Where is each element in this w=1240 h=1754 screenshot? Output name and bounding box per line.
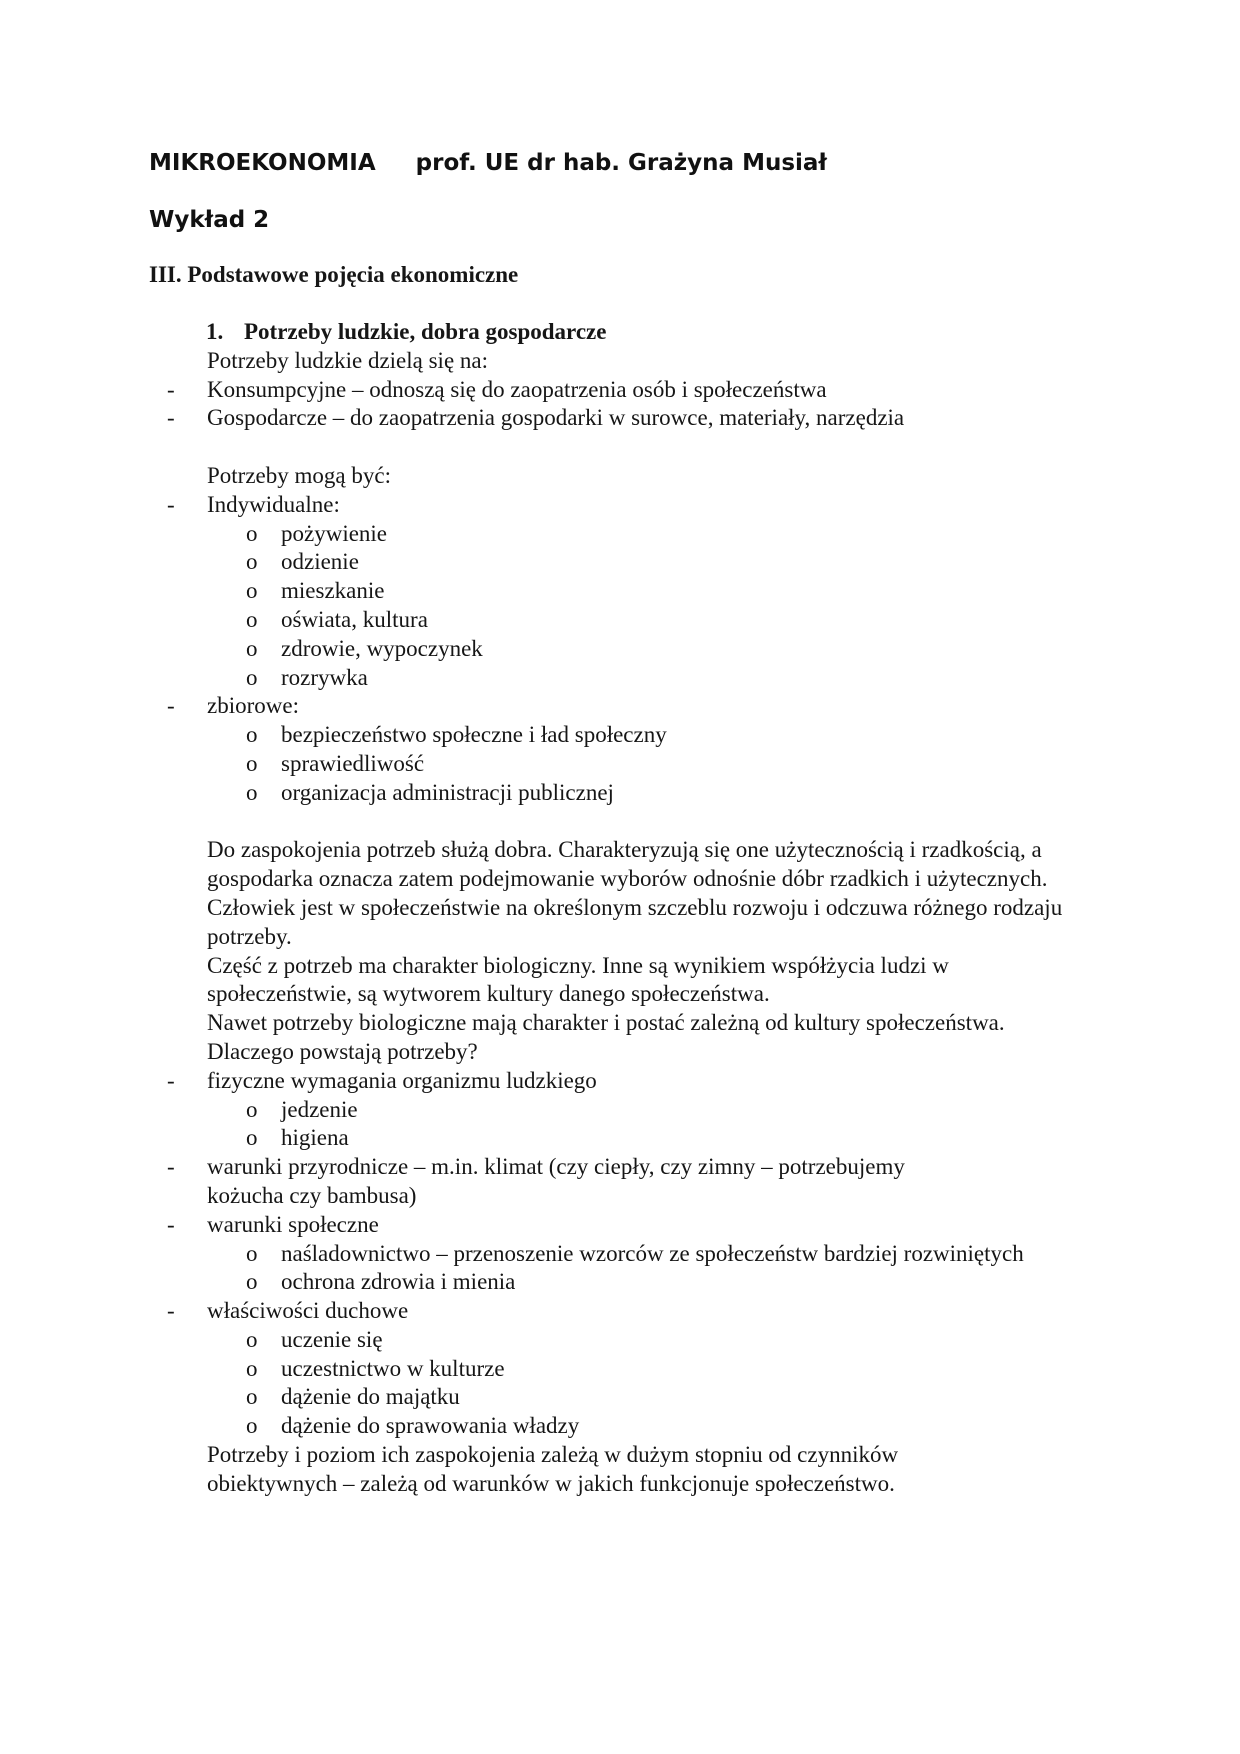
list-item-text: Konsumpcyjne – odnoszą się do zaopatrzenia osób i społeczeństwa [207,376,827,402]
list-item [170,635,1107,664]
author-name: prof. UE dr hab. Grażyna Musiał [415,150,827,176]
list-item [170,779,1107,808]
list-group-individual [167,491,1107,520]
list-item-text: Gospodarcze – do zaopatrzenia gospodarki w surowce, materiały, narzędzia [207,405,905,431]
section-title: III. Podstawowe pojęcia ekonomiczne [149,262,519,287]
list-group-label: właściwości duchowe [207,1298,409,1324]
bullet-marker: o [246,1125,258,1151]
dash-marker: - [167,376,175,402]
course-title: MIKROEKONOMIA [149,150,376,176]
bullet-marker: o [246,750,258,776]
list-group-label: warunki przyrodnicze – m.in. klimat (czy ciepły, czy zimny – potrzebujemy kożucha czy bambusa) [207,1154,905,1208]
list-group-spiritual [167,1297,1107,1326]
spacer [207,433,1107,462]
list-item [170,548,1107,577]
list-item-economic [167,404,1107,433]
list-item-text: dążenie do majątku [281,1384,460,1410]
list-item-text: naśladownictwo – przenoszenie wzorców ze społeczeństw bardziej rozwiniętych [281,1240,1024,1266]
bullet-marker: o [246,1269,258,1295]
list-group-label: fizyczne wymagania organizmu ludzkiego [207,1067,597,1093]
bullet-marker: o [246,1413,258,1439]
list-item-text: higiena [281,1125,349,1151]
bullet-marker: o [246,635,258,661]
list-item [170,1096,1107,1125]
list-group-label: zbiorowe: [207,693,299,719]
needs-division-intro: Potrzeby ludzkie dzielą się na: [207,347,489,373]
list-item [170,750,1107,779]
list-item-text: odzienie [281,549,359,575]
dash-marker: - [167,1211,175,1237]
list-item-consumption [167,376,1107,405]
list-item [170,1355,1107,1384]
paragraph: Potrzeby i poziom ich zaspokojenia zależą w dużym stopniu od czynników obiektywnych – zależą od warunków w jakich funkcjonuje społeczeństwo. [207,1442,899,1496]
list-item [170,1240,1101,1269]
list-item-text: uczenie się [281,1326,383,1352]
list-item-text: ochrona zdrowia i mienia [281,1269,516,1295]
dash-marker: - [167,491,175,517]
bullet-marker: o [246,606,258,632]
list-item-text: oświata, kultura [281,606,428,632]
list-item [170,606,1107,635]
list-item-text: dążenie do sprawowania władzy [281,1413,580,1439]
list-item-text: jedzenie [281,1096,358,1122]
bullet-marker: o [246,664,258,690]
bullet-marker: o [246,520,258,546]
paragraph: Część z potrzeb ma charakter biologiczny. Inne są wynikiem współżycia ludzi w społeczeństwie, są wytworem kultury danego społeczeństwa. [207,952,949,1007]
subsection-heading [206,318,1107,347]
bullet-marker: o [246,1096,258,1122]
list-item [170,520,1107,549]
bullet-marker: o [246,779,258,805]
list-item [170,1268,1107,1297]
spacer [207,808,1107,837]
list-item-text: sprawiedliwość [281,750,425,776]
bullet-marker: o [246,578,258,604]
list-item [170,1326,1107,1355]
subsection-title: Potrzeby ludzkie, dobra gospodarcze [244,319,607,344]
needs-types-intro: Potrzeby mogą być: [207,462,391,488]
list-item [170,1124,1107,1153]
list-item [170,664,1107,693]
dash-marker: - [167,693,175,719]
bullet-marker: o [246,1326,258,1352]
list-group-label: Indywidualne: [207,491,340,517]
list-group-label: warunki społeczne [207,1211,379,1237]
list-item [170,1383,1107,1412]
paragraph: Dlaczego powstają potrzeby? [207,1038,478,1064]
list-item-text: pożywienie [281,520,388,546]
list-item [170,577,1107,606]
list-item-text: uczestnictwo w kulturze [281,1355,505,1381]
paragraph: Człowiek jest w społeczeństwie na określonym szczeblu rozwoju i odczuwa różnego rodzaju potrzeby. [207,894,1063,949]
list-group-collective [167,692,1107,721]
list-item-text: mieszkanie [281,578,385,604]
bullet-marker: o [246,549,258,575]
document-header [149,150,827,176]
subsection-number: 1. [206,319,224,344]
list-item-text: organizacja administracji publicznej [281,779,614,805]
list-item [170,1412,1107,1441]
bullet-marker: o [246,1384,258,1410]
list-item-text: rozrywka [281,664,368,690]
dash-marker: - [167,405,175,431]
dash-marker: - [167,1154,175,1180]
dash-marker: - [167,1298,175,1324]
dash-marker: - [167,1067,175,1093]
list-item-text: bezpieczeństwo społeczne i ład społeczny [281,722,667,748]
list-item-text: zdrowie, wypoczynek [281,635,483,661]
list-group-natural [167,1153,987,1211]
bullet-marker: o [246,1240,258,1266]
list-item [170,721,1107,750]
bullet-marker: o [246,722,258,748]
document-body [167,318,1107,1499]
list-group-social [167,1211,1107,1240]
paragraph: Do zaspokojenia potrzeb służą dobra. Charakteryzują się one użytecznością i rzadkością, a gospodarka oznacza zatem podejmowanie wyborów odnośnie dóbr rzadkich i użytecznych. [207,837,1048,892]
bullet-marker: o [246,1355,258,1381]
lecture-title: Wykład 2 [149,207,270,233]
paragraph: Nawet potrzeby biologiczne mają charakter i postać zależną od kultury społeczeństwa. [207,1010,1005,1036]
list-group-physical [167,1067,1107,1096]
